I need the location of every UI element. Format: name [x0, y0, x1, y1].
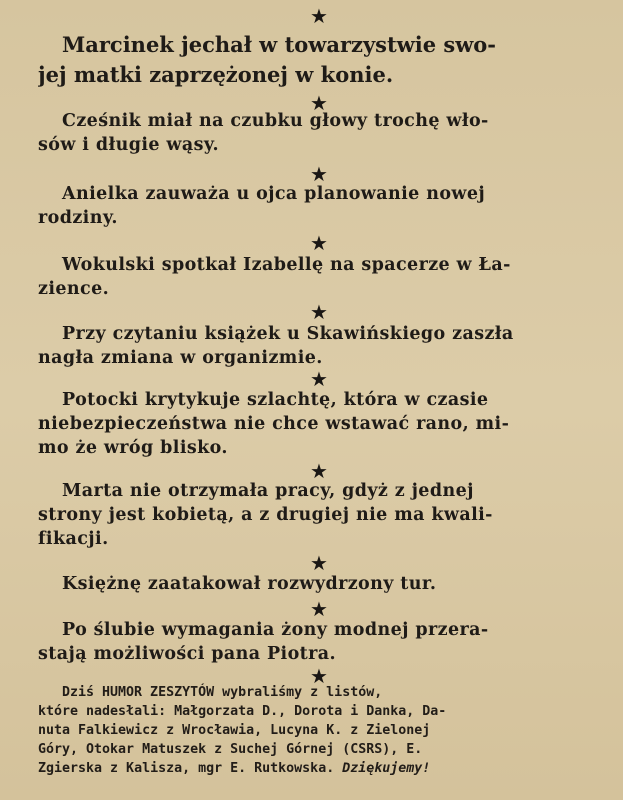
star-separator-icon: ★ — [310, 664, 328, 688]
paragraph-5 — [38, 388, 598, 460]
footer-line: które nadesłali: Małgorzata D., Dorota i Danka, Da- — [38, 704, 447, 719]
footer-line: Góry, Otokar Matuszek z Suchej Górnej (CSRS), E. — [38, 742, 423, 757]
star-separator-icon: ★ — [310, 459, 328, 483]
contributors-footer — [38, 683, 606, 778]
text-line: jej matki zaprzężonej w konie. — [38, 62, 394, 87]
text-line: Anielka zauważa u ojca planowanie nowej — [62, 184, 486, 204]
text-line: nagła zmiana w organizmie. — [38, 348, 323, 368]
footer-line-last — [38, 759, 606, 778]
text-line: Księżnę zaatakował rozwydrzony tur. — [62, 574, 437, 594]
text-line: Wokulski spotkał Izabellę na spacerze w Ła- — [62, 255, 511, 275]
text-line: niebezpieczeństwa nie chce wstawać rano, mi- — [38, 414, 510, 434]
paragraph-4 — [38, 322, 598, 370]
footer-line: Dziś HUMOR ZESZYTÓW wybraliśmy z listów, — [62, 685, 383, 700]
text-line: sów i długie wąsy. — [38, 135, 219, 155]
paragraph-3 — [38, 253, 598, 301]
text-line: strony jest kobietą, a z drugiej nie ma kwali- — [38, 505, 493, 525]
star-separator-icon: ★ — [310, 231, 328, 255]
footer-line: nuta Falkiewicz z Wrocławia, Lucyna K. z Zielonej — [38, 723, 431, 738]
star-separator-icon: ★ — [310, 597, 328, 621]
text-line: Marta nie otrzymała pracy, gdyż z jednej — [62, 481, 474, 501]
paragraph-8 — [38, 618, 598, 666]
star-separator-icon: ★ — [310, 551, 328, 575]
text-line: Potocki krytykuje szlachtę, która w czasie — [62, 390, 489, 410]
text-line: Cześnik miał na czubku głowy trochę wło- — [62, 111, 489, 131]
paragraph-6 — [38, 479, 598, 551]
heading-paragraph — [38, 30, 598, 90]
text-line: zience. — [38, 279, 110, 299]
footer-text: Zgierska z Kalisza, mgr E. Rutkowska. — [38, 761, 335, 776]
paragraph-7 — [38, 572, 598, 596]
text-line: stają możliwości pana Piotra. — [38, 644, 336, 664]
text-line: mo że wróg blisko. — [38, 438, 228, 458]
text-line: rodziny. — [38, 208, 118, 228]
star-separator-icon: ★ — [310, 4, 328, 28]
star-separator-icon: ★ — [310, 91, 328, 115]
text-line: fikacji. — [38, 529, 109, 549]
text-line: Marcinek jechał w towarzystwie swo- — [62, 32, 497, 57]
text-line: Przy czytaniu książek u Skawińskiego zaszła — [62, 324, 514, 344]
paragraph-1 — [38, 109, 598, 157]
star-separator-icon: ★ — [310, 367, 328, 391]
paragraph-2 — [38, 182, 598, 230]
star-separator-icon: ★ — [310, 162, 328, 186]
star-separator-icon: ★ — [310, 300, 328, 324]
thanks-text: Dziękujemy! — [342, 761, 431, 776]
text-line: Po ślubie wymagania żony modnej przera- — [62, 620, 489, 640]
